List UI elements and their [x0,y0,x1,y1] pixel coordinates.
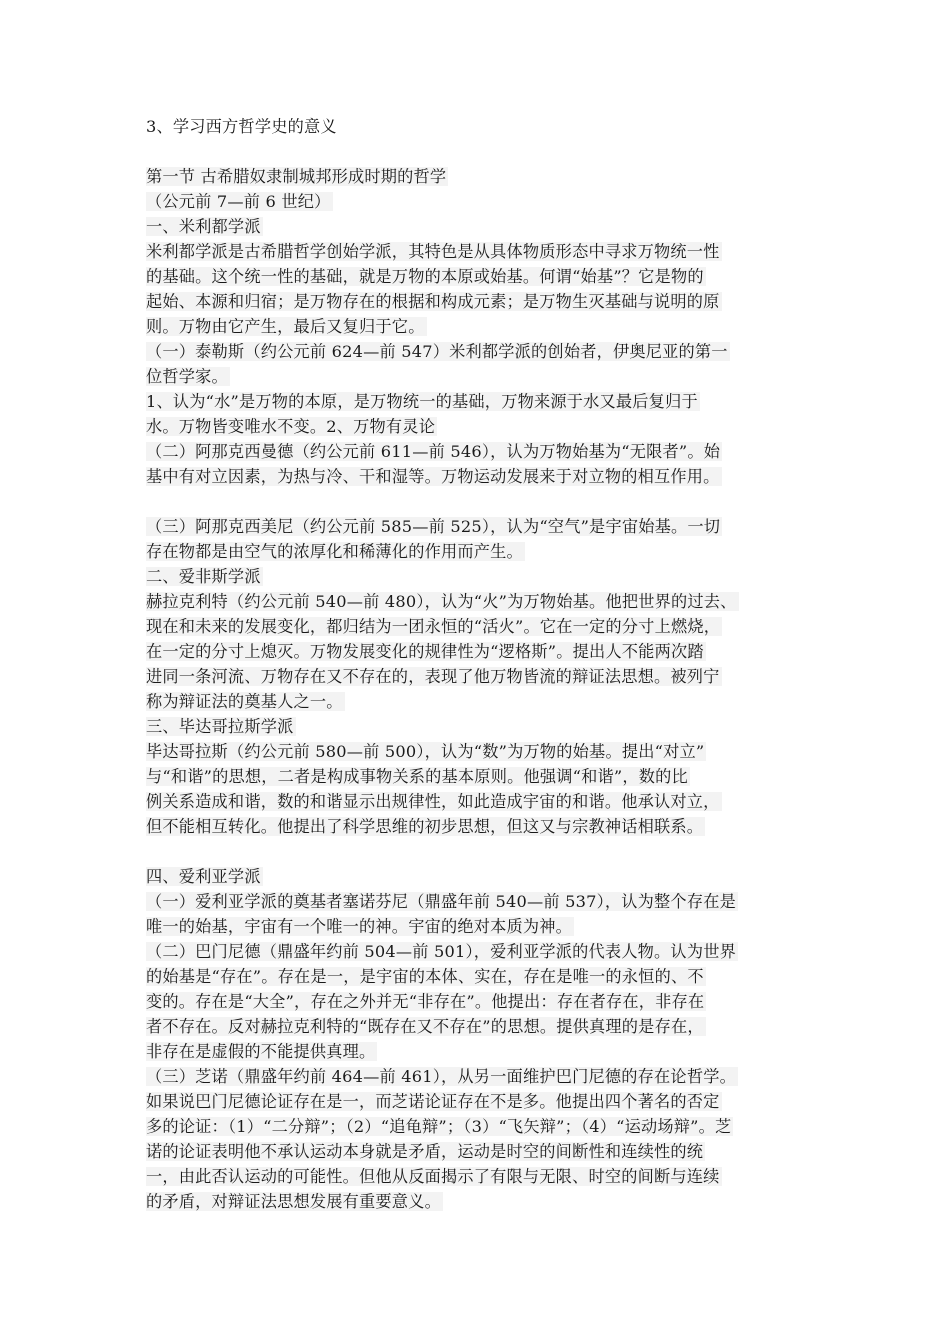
text-line [146,1139,810,1164]
text-line-content: 赫拉克利特（约公元前 540—前 480），认为“火”为万物始基。他把世界的过去、 [146,592,737,611]
text-line-content: （一）泰勒斯（约公元前 624—前 547）米利都学派的创始者，伊奥尼亚的第一 [146,342,728,361]
text-line-content: 二、爱非斯学派 [146,567,261,586]
blank-line [146,139,810,164]
text-line-content: 则。万物由它产生，最后又复归于它。 [146,317,425,336]
text-line-content: 第一节 古希腊奴隶制城邦形成时期的哲学 [146,167,447,186]
text-line [146,114,810,139]
text-line [146,1164,810,1189]
blank-line [146,839,810,864]
document-page [146,114,810,1214]
text-line [146,214,810,239]
text-line [146,714,810,739]
text-line [146,389,810,414]
text-line-content: 起始、本源和归宿；是万物存在的根据和构成元素；是万物生灭基础与说明的原 [146,292,720,311]
text-line-content: 但不能相互转化。他提出了科学思维的初步思想，但这又与宗教神话相联系。 [146,817,704,836]
text-line [146,764,810,789]
text-line [146,914,810,939]
text-line-content: 变的。存在是“大全”，存在之外并无“非存在”。他提出：存在者存在，非存在 [146,992,705,1011]
text-line-content: 一、米利都学派 [146,217,261,236]
text-line [146,814,810,839]
text-line [146,439,810,464]
text-line-content: 米利都学派是古希腊哲学创始学派，其特色是从具体物质形态中寻求万物统一性 [146,242,720,261]
text-line-content: 一，由此否认运动的可能性。但他从反面揭示了有限与无限、时空的间断与连续 [146,1167,720,1186]
text-line-content: 的始基是“存在”。存在是一，是宇宙的本体、实在，存在是唯一的永恒的、不 [146,967,704,986]
text-line [146,239,810,264]
text-line [146,1014,810,1039]
text-line [146,1189,810,1214]
text-line [146,889,810,914]
text-line-content: （一）爱利亚学派的奠基者塞诺芬尼（鼎盛年前 540—前 537），认为整个存在是 [146,892,736,911]
text-line [146,1114,810,1139]
text-line [146,664,810,689]
text-line [146,189,810,214]
text-line [146,639,810,664]
text-line [146,264,810,289]
text-line-content: 非存在是虚假的不能提供真理。 [146,1042,376,1061]
text-line [146,964,810,989]
blank-line [146,489,810,514]
text-line-content: 毕达哥拉斯（约公元前 580—前 500），认为“数”为万物的始基。提出“对立” [146,742,705,761]
text-line [146,314,810,339]
text-line-content: 位哲学家。 [146,367,228,386]
text-line-content: 多的论证：（1）“二分辩”；（2）“追龟辩”；（3）“飞矢辩”；（4）“运动场辩”。芝 [146,1117,732,1136]
text-line [146,464,810,489]
text-line-content: 1、认为“水”是万物的本原，是万物统一的基础，万物来源于水又最后复归于 [146,392,698,411]
text-line [146,589,810,614]
text-line [146,689,810,714]
text-line-content: 存在物都是由空气的浓厚化和稀薄化的作用而产生。 [146,542,523,561]
text-line [146,1089,810,1114]
text-line-content: 三、毕达哥拉斯学派 [146,717,294,736]
text-line [146,164,810,189]
text-line-content: 基中有对立因素，为热与冷、干和湿等。万物运动发展来于对立物的相互作用。 [146,467,720,486]
text-line [146,514,810,539]
text-line-content: 与“和谐”的思想，二者是构成事物关系的基本原则。他强调“和谐”，数的比 [146,767,688,786]
text-line [146,539,810,564]
text-line-content: 的矛盾，对辩证法思想发展有重要意义。 [146,1192,441,1211]
text-line-content: 例关系造成和谐，数的和谐显示出规律性，如此造成宇宙的和谐。他承认对立， [146,792,720,811]
text-line-content: 进同一条河流、万物存在又不存在的，表现了他万物皆流的辩证法思想。被列宁 [146,667,720,686]
text-line [146,939,810,964]
text-line [146,564,810,589]
text-line [146,414,810,439]
text-line [146,789,810,814]
text-line-content: 称为辩证法的奠基人之一。 [146,692,343,711]
text-line-content: 3、学习西方哲学史的意义 [146,117,337,136]
text-line-content: 者不存在。反对赫拉克利特的“既存在又不存在”的思想。提供真理的是存在， [146,1017,704,1036]
text-line-content: （二）阿那克西曼德（约公元前 611—前 546），认为万物始基为“无限者”。始 [146,442,721,461]
text-line-content: 四、爱利亚学派 [146,867,261,886]
text-line-content: 如果说巴门尼德论证存在是一，而芝诺论证存在不是多。他提出四个著名的否定 [146,1092,720,1111]
text-line-content: （三）芝诺（鼎盛年约前 464—前 461），从另一面维护巴门尼德的存在论哲学。 [146,1067,736,1086]
text-line-content: 水。万物皆变唯水不变。2、万物有灵论 [146,417,436,436]
text-line-content: 唯一的始基，宇宙有一个唯一的神。宇宙的绝对本质为神。 [146,917,573,936]
text-line-content: 现在和未来的发展变化，都归结为一团永恒的“活火”。它在一定的分寸上燃烧， [146,617,721,636]
text-line [146,339,810,364]
text-line [146,364,810,389]
text-line [146,989,810,1014]
text-line-content: 的基础。这个统一性的基础，就是万物的本原或始基。何谓“始基”？它是物的 [146,267,704,286]
text-line [146,864,810,889]
text-line [146,739,810,764]
text-line [146,614,810,639]
text-line-content: （三）阿那克西美尼（约公元前 585—前 525），认为“空气”是宇宙始基。一切 [146,517,721,536]
text-line [146,1039,810,1064]
text-line-content: （公元前 7—前 6 世纪） [146,192,331,211]
text-line-content: 在一定的分寸上熄灭。万物发展变化的规律性为“逻格斯”。提出人不能两次踏 [146,642,704,661]
text-line [146,289,810,314]
text-line-content: （二）巴门尼德（鼎盛年约前 504—前 501），爱利亚学派的代表人物。认为世界 [146,942,736,961]
text-line-content: 诺的论证表明他不承认运动本身就是矛盾，运动是时空的间断性和连续性的统 [146,1142,704,1161]
text-line [146,1064,810,1089]
